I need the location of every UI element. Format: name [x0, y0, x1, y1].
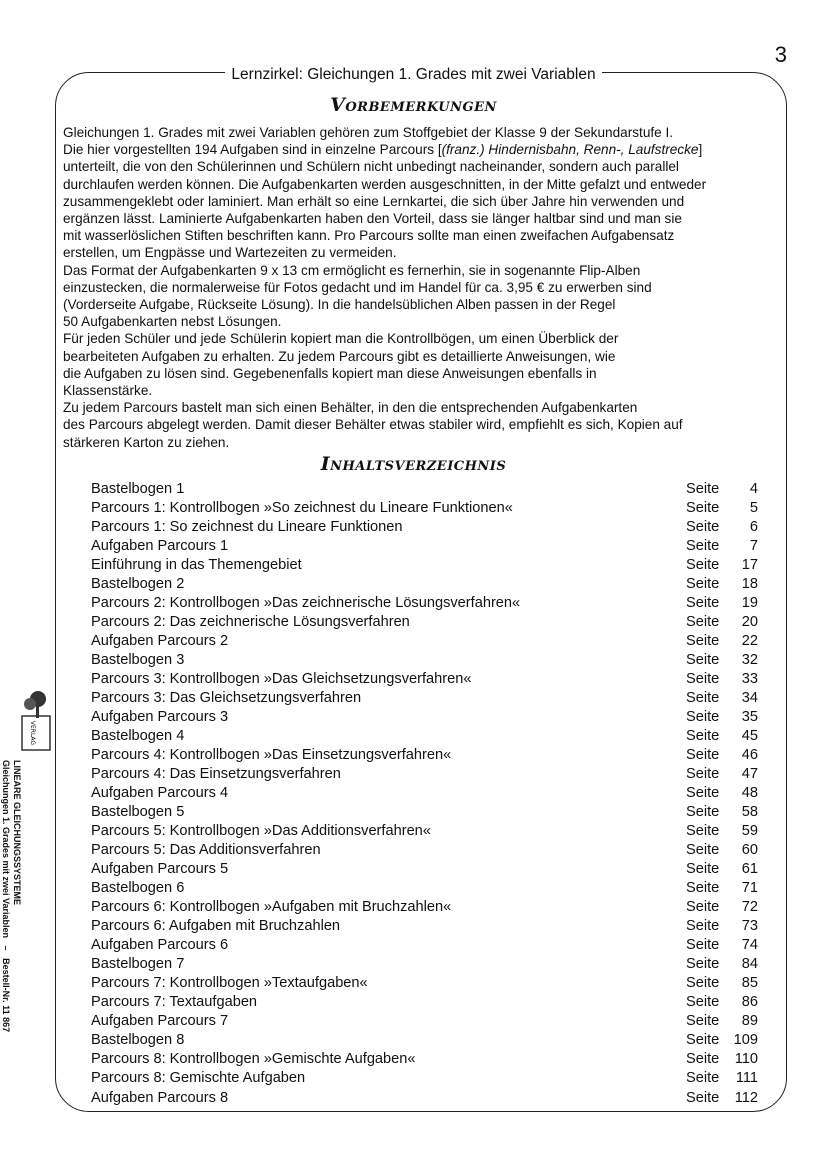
toc-heading: Inhaltsverzeichnis [320, 453, 507, 475]
toc-entry [91, 822, 758, 841]
toc-entry-page-number: 61 [741, 861, 758, 878]
logo-text: VERLAG [29, 720, 36, 746]
toc-entry-page-number: 60 [741, 842, 758, 859]
toc-entry [91, 936, 758, 955]
toc-entry-page-number: 33 [741, 671, 758, 688]
toc-entry-page-label: Seite [686, 671, 720, 688]
toc-entry-title: Bastelbogen 8 [91, 1032, 185, 1049]
toc-entry [91, 1089, 758, 1108]
toc-entry [91, 613, 758, 632]
toc-entry [91, 974, 758, 993]
toc-entry-page-label: Seite [686, 937, 720, 954]
preface-line: unterteilt, die von den Schülerinnen und Schülern nicht unbedingt nacheinander, sondern auch parallel [63, 159, 679, 175]
publisher-logo-icon [18, 690, 54, 752]
toc-entry-page-label: Seite [686, 652, 720, 669]
toc-entry-title: Parcours 1: Kontrollbogen »So zeichnest du Lineare Funktionen« [91, 500, 513, 517]
toc-entry-page-label: Seite [686, 1089, 720, 1106]
toc-entry-title: Parcours 7: Kontrollbogen »Textaufgaben« [91, 975, 368, 992]
toc-entry-page-label: Seite [686, 557, 720, 574]
toc-entry [91, 480, 758, 499]
toc-entry-page-number: 109 [733, 1032, 758, 1049]
toc-entry-page-label: Seite [686, 880, 720, 897]
toc-entry-page-number: 45 [741, 728, 758, 745]
toc-entry-page-number: 7 [749, 538, 758, 555]
preface-line: mit wasserlöslichen Stiften beschriften kann. Pro Parcours sollte man einen zweifachen Aufgabensatz [63, 228, 675, 244]
toc-entry-title: Parcours 4: Kontrollbogen »Das Einsetzungsverfahren« [91, 747, 452, 764]
toc-entry-page-label: Seite [686, 1032, 720, 1049]
toc-entry-page-label: Seite [686, 595, 720, 612]
toc-entry [91, 594, 758, 613]
toc-entry-title: Bastelbogen 1 [91, 481, 185, 497]
toc-entry [91, 651, 758, 670]
toc-entry-page-label: Seite [686, 690, 720, 707]
preface-line: ergänzen lässt. Laminierte Aufgabenkarten haben den Vorteil, dass sie länger haltbar sind und man sie [63, 211, 682, 227]
toc-entry [91, 1031, 758, 1050]
toc-entry-title: Aufgaben Parcours 6 [91, 937, 229, 954]
preface-text [63, 124, 783, 451]
toc-entry [91, 955, 758, 974]
toc-entry-title: Bastelbogen 5 [91, 804, 185, 821]
toc-entry-page-label: Seite [686, 861, 720, 878]
toc-entry-page-number: 110 [734, 1051, 758, 1068]
toc-entry-page-number: 34 [741, 690, 758, 707]
preface-line: des Parcours abgelegt werden. Damit dieser Behälter etwas stabiler wird, empfiehlt es sich, Kopien auf [63, 417, 683, 433]
toc-entry-page-number: 74 [741, 937, 758, 954]
toc-entry-page-label: Seite [686, 1070, 720, 1087]
toc-entry-title: Bastelbogen 6 [91, 880, 185, 897]
toc-entry [91, 803, 758, 822]
toc-entry-page-number: 73 [741, 918, 758, 935]
preface-line: Klassenstärke. [63, 383, 153, 399]
toc-entry [91, 575, 758, 594]
toc-entry-title: Einführung in das Themengebiet [91, 557, 302, 574]
toc-entry-title: Parcours 8: Gemischte Aufgaben [91, 1070, 306, 1087]
toc-entry-page-label: Seite [686, 728, 720, 745]
toc-entry [91, 1012, 758, 1031]
toc-entry-title: Aufgaben Parcours 7 [91, 1013, 229, 1030]
toc-entry-page-label: Seite [686, 956, 720, 973]
preface-line: die Aufgaben zu lösen sind. Gegebenenfalls kopiert man diese Anweisungen ebenfalls in [63, 365, 597, 381]
toc-entry-title: Aufgaben Parcours 8 [91, 1089, 229, 1106]
header-title [0, 66, 827, 84]
toc-entry-page-number: 71 [741, 880, 758, 897]
toc-entry-page-number: 4 [749, 481, 758, 497]
toc-entry-title: Bastelbogen 7 [91, 956, 185, 973]
toc-entry-page-number: 85 [741, 975, 758, 992]
preface-line: zusammengeklebt oder laminiert. Man erhält so eine Lernkartei, die sich über Jahre hin verwenden und [63, 193, 685, 209]
toc-entry [91, 518, 758, 537]
toc-entry-page-number: 59 [741, 823, 758, 840]
preface-line: durchlaufen werden können. Die Aufgabenkarten werden ausgeschnitten, in der Mitte gefalzt und entweder [63, 176, 707, 192]
toc-entry-page-number: 6 [749, 519, 758, 536]
toc-entry-page-number: 72 [741, 899, 758, 916]
toc-entry-page-number: 86 [741, 994, 758, 1011]
toc-entry-title: Parcours 5: Kontrollbogen »Das Additionsverfahren« [91, 823, 431, 840]
preface-line: Gleichungen 1. Grades mit zwei Variablen gehören zum Stoffgebiet der Klasse 9 der Sekundarstufe I. [63, 125, 674, 140]
toc-entry-title: Parcours 7: Textaufgaben [91, 994, 258, 1011]
toc-entry-title: Parcours 2: Das zeichnerische Lösungsverfahren [91, 614, 410, 631]
toc-entry-title: Parcours 3: Kontrollbogen »Das Gleichsetzungsverfahren« [91, 671, 472, 688]
page-number: 3 [774, 42, 787, 67]
toc-entry-page-number: 17 [741, 557, 758, 574]
toc-entry-page-label: Seite [686, 785, 720, 802]
toc-entry [91, 746, 758, 765]
toc-entry-page-label: Seite [686, 747, 720, 764]
toc-entry-page-number: 19 [741, 595, 758, 612]
toc-entry-page-label: Seite [686, 1013, 720, 1030]
toc-entry-page-label: Seite [686, 481, 720, 497]
toc-entry-page-number: 35 [741, 709, 758, 726]
sidebar-book-title: Gleichungen 1. Grades mit zwei Variablen – Bestell-Nr. 11 867 [1, 760, 11, 1033]
preface-line: einzustecken, die normalerweise für Fotos gedacht und im Handel für ca. 3,95 € zu erwerben sind [63, 279, 652, 295]
toc-entry-page-number: 111 [735, 1070, 758, 1087]
toc-entry [91, 765, 758, 784]
toc-entry-page-label: Seite [686, 500, 720, 517]
toc-entry [91, 860, 758, 879]
preface-line: (Vorderseite Aufgabe, Rückseite Lösung). In die handelsüblichen Alben passen in der Regel [63, 297, 616, 313]
toc-entry-page-label: Seite [686, 842, 720, 859]
preface-line: Die hier vorgestellten 194 Aufgaben sind in einzelne Parcours [(franz.) Hindernisbahn, Renn-, Laufstrecke] [63, 142, 703, 158]
toc-entry-page-number: 20 [741, 614, 758, 631]
preface-line: Zu jedem Parcours bastelt man sich einen Behälter, in den die entsprechenden Aufgabenkarten [63, 400, 638, 416]
toc-entry-page-number: 32 [741, 652, 758, 669]
toc-entry-title: Parcours 6: Kontrollbogen »Aufgaben mit Bruchzahlen« [91, 899, 452, 916]
toc-entry-title: Parcours 4: Das Einsetzungsverfahren [91, 766, 341, 783]
toc-entry-page-label: Seite [686, 633, 720, 650]
toc-entry-title: Aufgaben Parcours 1 [91, 538, 229, 555]
toc-entry [91, 708, 758, 727]
toc-entry-page-label: Seite [686, 576, 720, 593]
toc-entry [91, 499, 758, 518]
toc-entry [91, 556, 758, 575]
toc-entry-page-label: Seite [686, 899, 720, 916]
preface-line: erstellen, um Engpässe und Wartezeiten zu vermeiden. [63, 245, 397, 261]
preface-heading: Vorbemerkungen [330, 94, 497, 116]
toc-entry-title: Parcours 3: Das Gleichsetzungsverfahren [91, 690, 362, 707]
toc-entry-page-number: 22 [741, 633, 758, 650]
toc-entry [91, 993, 758, 1012]
toc-entry-page-number: 58 [741, 804, 758, 821]
toc-entry-page-label: Seite [686, 519, 720, 536]
toc-entry-title: Bastelbogen 4 [91, 728, 185, 745]
preface-line: 50 Aufgabenkarten nebst Lösungen. [63, 314, 282, 330]
toc-entry [91, 1069, 758, 1088]
toc-entry-page-number: 47 [741, 766, 758, 783]
toc-entry [91, 841, 758, 860]
toc-entry [91, 784, 758, 803]
toc-entry [91, 537, 758, 556]
table-of-contents [91, 480, 758, 1108]
toc-entry-page-label: Seite [686, 975, 720, 992]
toc-entry-page-number: 112 [734, 1089, 758, 1106]
toc-entry-page-number: 5 [749, 500, 758, 517]
toc-entry-title: Bastelbogen 2 [91, 576, 185, 593]
french-gloss: (franz.) Hindernisbahn, Renn-, Laufstrecke [441, 142, 699, 158]
toc-entry [91, 727, 758, 746]
toc-entry-title: Aufgaben Parcours 3 [91, 709, 229, 726]
toc-entry-title: Aufgaben Parcours 2 [91, 633, 229, 650]
toc-entry-page-number: 46 [741, 747, 758, 764]
toc-entry [91, 1050, 758, 1069]
toc-entry-title: Parcours 5: Das Additionsverfahren [91, 842, 321, 859]
toc-entry-page-label: Seite [686, 1051, 720, 1068]
sidebar-imprint [0, 760, 22, 1032]
toc-entry [91, 632, 758, 651]
toc-entry [91, 879, 758, 898]
toc-entry [91, 689, 758, 708]
toc-entry-page-label: Seite [686, 538, 720, 555]
toc-entry-page-label: Seite [686, 709, 720, 726]
preface-line: bearbeiteten Aufgaben zu erhalten. Zu jedem Parcours gibt es detaillierte Anweisungen, wie [63, 348, 616, 364]
toc-entry-title: Aufgaben Parcours 4 [91, 785, 229, 802]
preface-line: Für jeden Schüler und jede Schülerin kopiert man die Kontrollbögen, um einen Überblick der [63, 331, 619, 347]
toc-entry-title: Parcours 1: So zeichnest du Lineare Funktionen [91, 519, 403, 536]
toc-entry-title: Aufgaben Parcours 5 [91, 861, 229, 878]
header-title-text: Lernzirkel: Gleichungen 1. Grades mit zwei Variablen [225, 66, 601, 83]
toc-entry-page-label: Seite [686, 614, 720, 631]
preface-line: stärkeren Karton zu ziehen. [63, 434, 230, 450]
toc-entry [91, 670, 758, 689]
toc-entry-page-label: Seite [686, 766, 720, 783]
toc-entry-page-label: Seite [686, 804, 720, 821]
toc-entry-page-number: 89 [741, 1013, 758, 1030]
toc-entry-page-label: Seite [686, 918, 720, 935]
toc-entry-page-label: Seite [686, 994, 720, 1011]
toc-entry [91, 898, 758, 917]
sidebar-series-title: LINEARE GLEICHUNGSSYSTEME [12, 760, 22, 906]
toc-entry-title: Bastelbogen 3 [91, 652, 185, 669]
toc-entry-title: Parcours 8: Kontrollbogen »Gemischte Aufgaben« [91, 1051, 416, 1068]
toc-entry-page-number: 48 [741, 785, 758, 802]
preface-line: Das Format der Aufgabenkarten 9 x 13 cm ermöglicht es fernerhin, sie in sogenannte Flip-Alben [63, 262, 641, 278]
toc-entry-page-number: 84 [741, 956, 758, 973]
toc-entry-title: Parcours 6: Aufgaben mit Bruchzahlen [91, 918, 341, 935]
toc-entry-page-label: Seite [686, 823, 720, 840]
toc-entry [91, 917, 758, 936]
toc-entry-title: Parcours 2: Kontrollbogen »Das zeichnerische Lösungsverfahren« [91, 595, 521, 612]
toc-entry-page-number: 18 [741, 576, 758, 593]
